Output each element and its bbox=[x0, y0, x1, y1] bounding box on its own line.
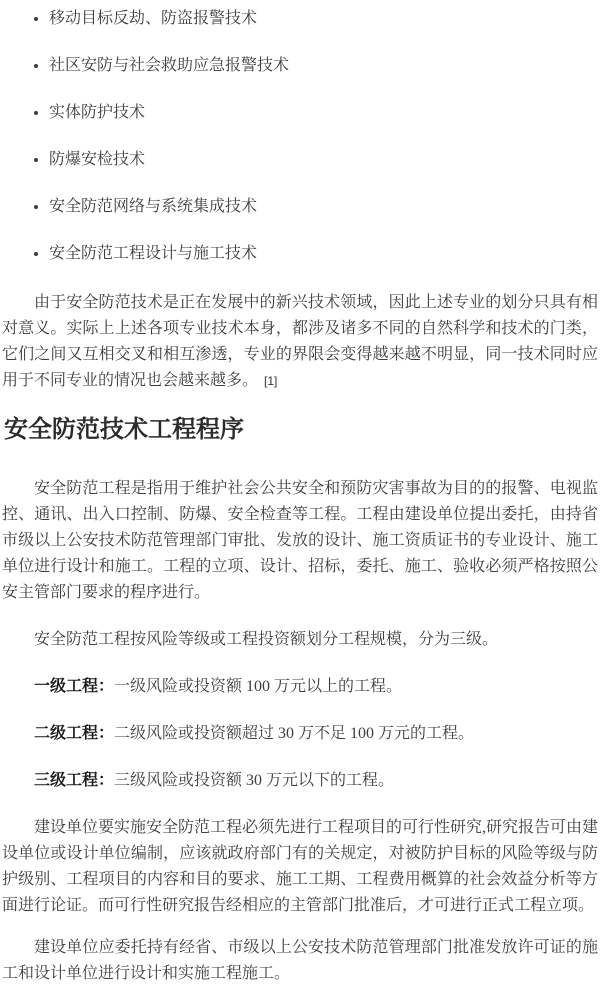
intro-paragraph bbox=[2, 290, 598, 394]
list-item: • 防爆安检技术 bbox=[49, 151, 598, 168]
grade-text: 一级风险或投资额 100 万元以上的工程。 bbox=[114, 678, 403, 695]
list-item: • 安全防范工程设计与施工技术 bbox=[49, 245, 598, 262]
commission-paragraph: 建设单位应委托持有经省、市级以上公安技术防范管理部门批准发放许可证的施工和设计单位进行设计和实施工程施工。 bbox=[2, 939, 598, 982]
grade-line-2 bbox=[2, 721, 598, 747]
grade-label: 三级工程： bbox=[34, 772, 115, 789]
list-item: • 移动目标反劫、防盗报警技术 bbox=[49, 10, 598, 27]
technology-bullet-list bbox=[2, 10, 598, 262]
grade-line-1 bbox=[2, 674, 598, 700]
scale-paragraph: 安全防范工程按风险等级或工程投资额划分工程规模，分为三级。 bbox=[34, 631, 499, 648]
list-item: • 实体防护技术 bbox=[49, 104, 598, 121]
grade-label: 一级工程： bbox=[34, 678, 115, 695]
grade-text: 三级风险或投资额 30 万元以下的工程。 bbox=[114, 772, 395, 789]
feasibility-paragraph: 建设单位要实施安全防范工程必须先进行工程项目的可行性研究,研究报告可由建设单位或设计单位编制，应该就政府部门有的关规定，对被防护目标的风险等级与防护级别、工程项目的内容和目的要求、施工工期、工程费用概算的社会效益分析等方面进行论证。而可行性研究报告经相应的主管部门批准后，才可进行正式工程立项。 bbox=[2, 819, 599, 914]
list-item: • 安全防范网络与系统集成技术 bbox=[49, 198, 598, 215]
section-heading: 安全防范技术工程程序 bbox=[4, 417, 244, 443]
grade-line-3 bbox=[2, 768, 598, 794]
grade-text: 二级风险或投资额超过 30 万不足 100 万元的工程。 bbox=[114, 725, 475, 742]
list-item: • 社区安防与社会救助应急报警技术 bbox=[49, 57, 598, 74]
intro-paragraph-wrap bbox=[2, 290, 598, 394]
reference-link[interactable]: [1] bbox=[264, 374, 278, 388]
intro-paragraph-text: 由于安全防范技术是正在发展中的新兴技术领域，因此上述专业的划分只具有相对意义。实际上上述各项专业技术本身，都涉及诸多不同的自然科学和技术的门类，它们之间又互相交叉和相互渗透，专业的界限会变得越来越不明显，同一技术同时应用于不同专业的情况也会越来越多。 bbox=[2, 294, 598, 389]
grade-label: 二级工程： bbox=[34, 725, 115, 742]
definition-paragraph: 安全防范工程是指用于维护社会公共安全和预防灾害事故为目的的报警、电视监控、通讯、出入口控制、防爆、安全检查等工程。工程由建设单位提出委托，由持省市级以上公安技术防范管理部门审批、发放的设计、施工资质证书的专业设计、施工单位进行设计和施工。工程的立项、设计、招标，委托、施工、验收必须严格按照公安主管部门要求的程序进行。 bbox=[2, 480, 598, 601]
